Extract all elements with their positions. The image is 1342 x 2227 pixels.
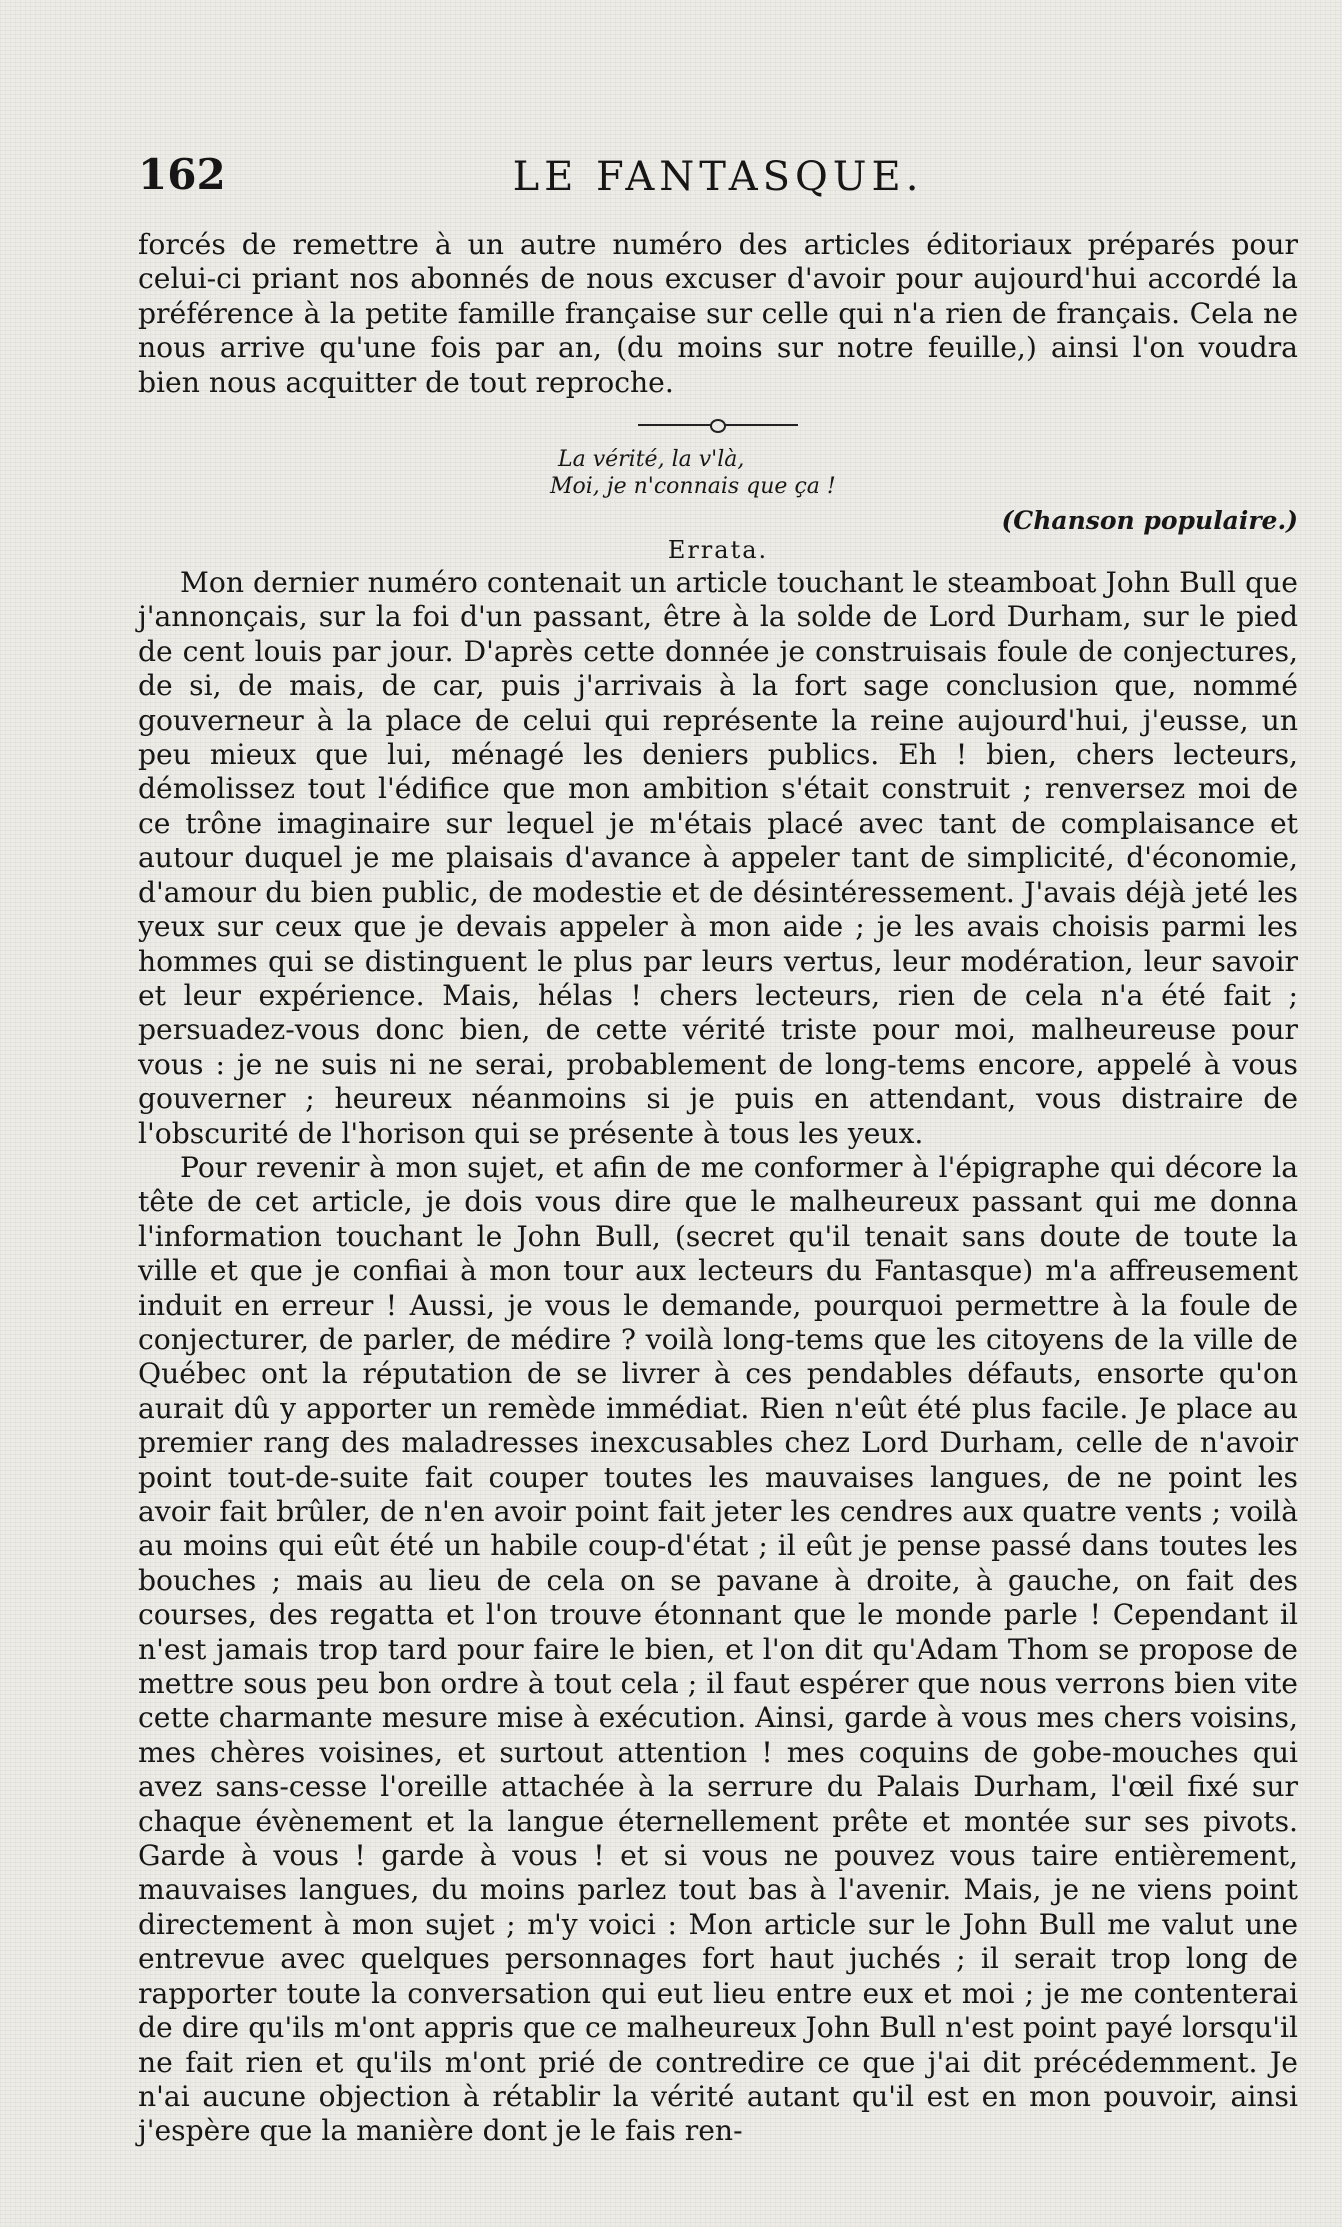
ornamental-divider	[638, 424, 798, 426]
running-title: LE FANTASQUE.	[512, 154, 924, 200]
epigraph	[550, 446, 1298, 500]
section-title: Errata.	[667, 536, 769, 565]
page-number: 162	[138, 150, 226, 199]
page-header	[138, 150, 1298, 210]
epigraph-line-1: La vérité, la v'là,	[558, 447, 745, 473]
epigraph-line-2: Moi, je n'connais que ça !	[550, 474, 836, 500]
epigraph-source: (Chanson populaire.)	[1001, 506, 1298, 536]
intro-paragraph: forcés de remettre à un autre numéro des articles éditoriaux préparés pour celui-ci priant nos abonnés de nous excuser d'avoir pour aujourd'hui accordé la préférence à la petite famille française sur celle qui n'a rien de français. Cela ne nous arrive qu'une fois par an, (du moins sur notre feuille,) ainsi l'on voudra bien nous acquitter de tout reproche.	[138, 228, 1298, 399]
article-paragraph-1: Mon dernier numéro contenait un article touchant le steamboat John Bull que j'annonçais, sur la foi d'un passant, être à la solde de Lord Durham, sur le pied de cent louis par jour. D'après cette donnée je construisais foule de conjectures, de si, de mais, de car, puis j'arrivais à la fort sage conclusion que, nommé gouverneur à la place de celui qui représente la reine aujourd'hui, j'eusse, un peu mieux que lui, ménagé les deniers publics. Eh ! bien, chers lecteurs, démolissez tout l'édifice que mon ambition s'était construit ; renversez moi de ce trône imaginaire sur lequel je m'étais placé avec tant de complaisance et autour duquel je me plaisais d'avance à appeler tant de simplicité, d'économie, d'amour du bien public, de modestie et de désintéressement. J'avais déjà jeté les yeux sur ceux que je devais appeler à mon aide ; je les avais choisis parmi les hommes qui se distinguent le plus par leurs vertus, leur modération, leur savoir et leur expérience. Mais, hélas ! chers lecteurs, rien de cela n'a été fait ; persuadez-vous donc bien, de cette vérité triste pour moi, malheureuse pour vous : je ne suis ni ne serai, probablement de long-tems encore, appelé à vous gouverner ; heureux néanmoins si je puis en attendant, vous distraire de l'obscurité de l'horison qui se présente à tous les yeux.	[138, 566, 1298, 1150]
article-content	[138, 228, 1298, 2149]
article-paragraph-2: Pour revenir à mon sujet, et afin de me conformer à l'épigraphe qui décore la tête de cet article, je dois vous dire que le malheureux passant qui me donna l'information touchant le John Bull, (secret qu'il tenait sans doute de toute la ville et que je confiai à mon tour aux lecteurs du Fantasque) m'a affreusement induit en erreur ! Aussi, je vous le demande, pourquoi permettre à la foule de conjecturer, de parler, de médire ? voilà long-tems que les citoyens de la ville de Québec ont la réputation de se livrer à ces pendables défauts, ensorte qu'on aurait dû y apporter un remède immédiat. Rien n'eût été plus facile. Je place au premier rang des maladresses inexcusables chez Lord Durham, celle de n'avoir point tout-de-suite fait couper toutes les mauvaises langues, de ne point les avoir fait brûler, de n'en avoir point fait jeter les cendres aux quatre vents ; voilà au moins qui eût été un habile coup-d'état ; il eût je pense passé dans toutes les bouches ; mais au lieu de cela on se pavane à droite, à gauche, on fait des courses, des regatta et l'on trouve étonnant que le monde parle ! Cependant il n'est jamais trop tard pour faire le bien, et l'on dit qu'Adam Thom se propose de mettre sous peu bon ordre à tout cela ; il faut espérer que nous verrons bien vite cette charmante mesure mise à exécution. Ainsi, garde à vous mes chers voisins, mes chères voisines, et surtout attention ! mes coquins de gobe-mouches qui avez sans-cesse l'oreille attachée à la serrure du Palais Durham, l'œil fixé sur chaque évènement et la langue éternellement prête et montée sur ses pivots. Garde à vous ! garde à vous ! et si vous ne pouvez vous taire entièrement, mauvaises langues, du moins parlez tout bas à l'avenir. Mais, je ne viens point directement à mon sujet ; m'y voici : Mon article sur le John Bull me valut une entrevue avec quelques personnages fort haut juchés ; il serait trop long de rapporter toute la conversation qui eut lieu entre eux et moi ; je me contenterai de dire qu'ils m'ont appris que ce malheureux John Bull n'est point payé lorsqu'il ne fait rien et qu'ils m'ont prié de contredire ce que j'ai dit précédemment. Je n'ai aucune objection à rétablir la vérité autant qu'il est en mon pouvoir, ainsi j'espère que la manière dont je le fais ren-	[138, 1150, 1298, 2148]
